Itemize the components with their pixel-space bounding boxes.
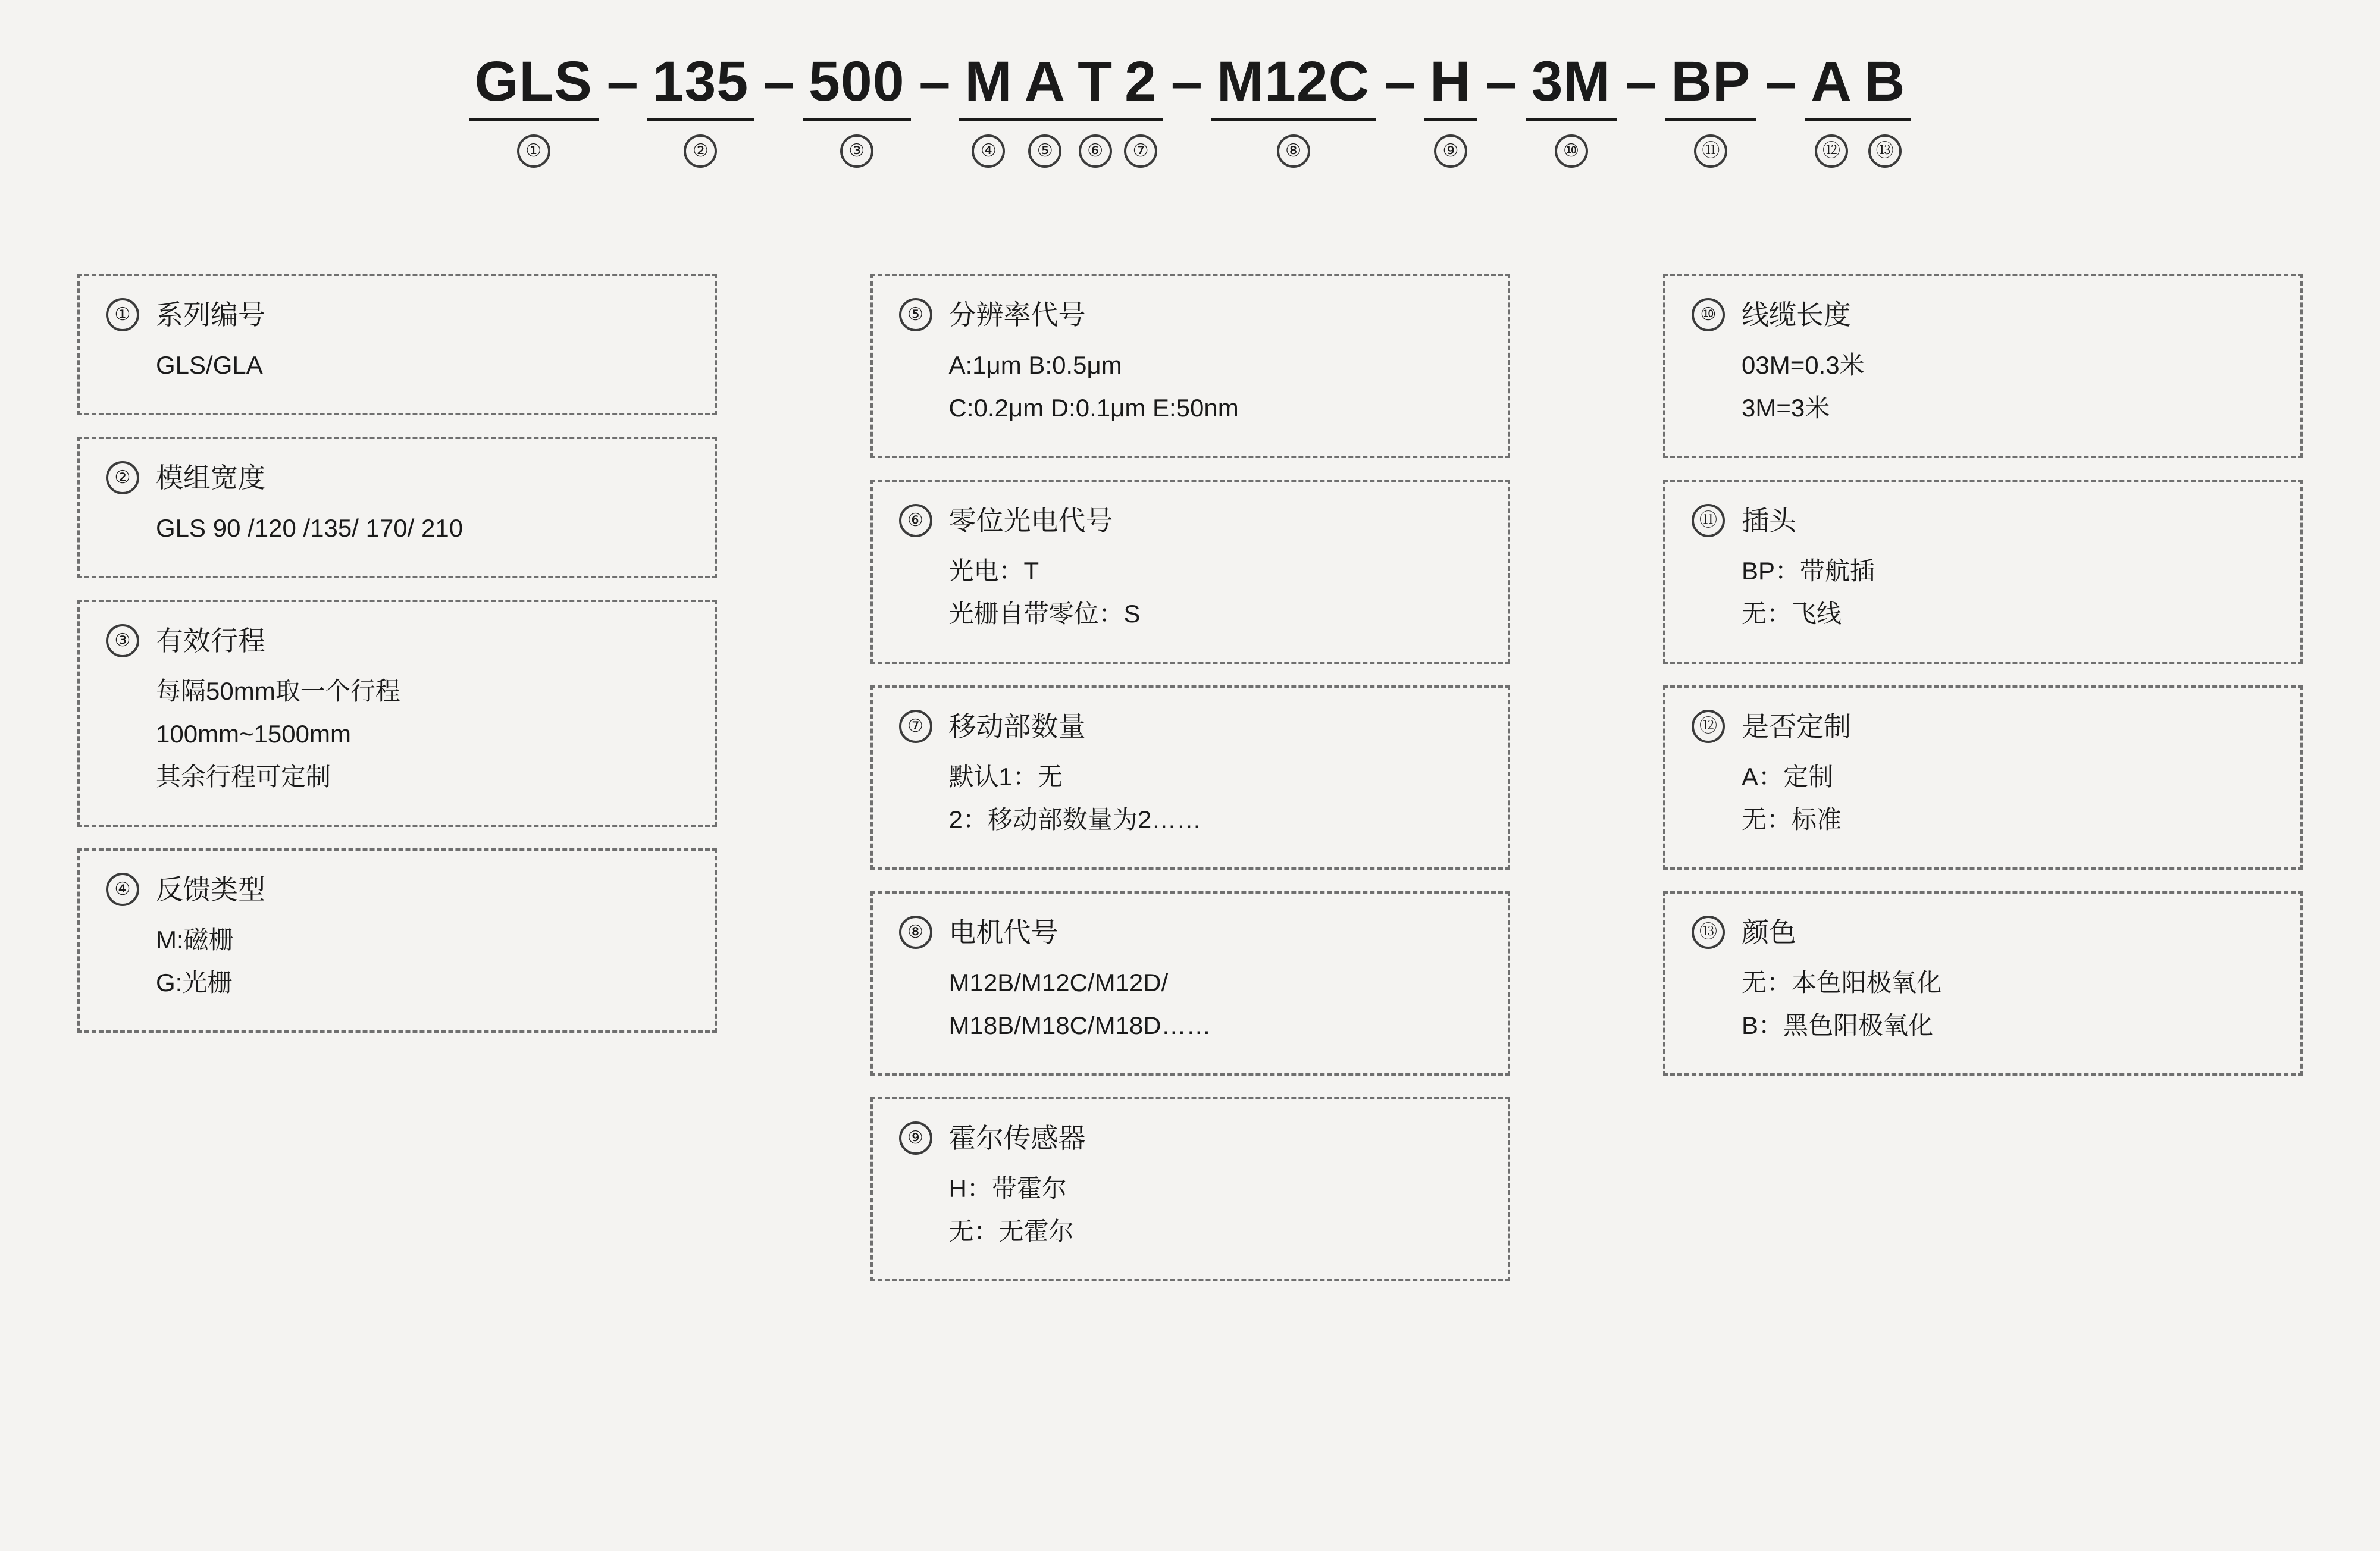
legend-card (1663, 274, 2303, 458)
code-index-badge-6: ⑥ (1079, 134, 1112, 168)
legend-column-1 (77, 274, 717, 1054)
legend-card-title: 插头 (1742, 505, 1796, 536)
code-separator-dash: – (606, 50, 638, 113)
legend-card (77, 600, 717, 827)
legend-column-3 (1663, 274, 2303, 1097)
code-segment-underline (1072, 118, 1119, 121)
legend-card-line: C:0.2μm D:0.1μm E:50nm (948, 394, 1239, 422)
code-segment-text: H (1430, 50, 1471, 113)
code-separator-dash: – (919, 50, 951, 113)
legend-card-lines (899, 1167, 1482, 1253)
legend-card-title: 移动部数量 (948, 711, 1086, 742)
legend-index-badge: ③ (106, 624, 139, 657)
code-segment-text: M12C (1216, 50, 1370, 113)
legend-card-line: A：定制 (1742, 763, 1834, 791)
legend-card-lines (106, 507, 688, 550)
code-segment-6 (1072, 48, 1119, 168)
legend-card (870, 1097, 1510, 1281)
legend-card-head (1692, 915, 2274, 950)
code-index-badge-2: ② (684, 134, 717, 168)
code-index-badge-3: ③ (840, 134, 873, 168)
code-separator-dash: – (1765, 50, 1797, 113)
legend-card-head (1692, 503, 2274, 538)
legend-card-line: BP：带航插 (1742, 557, 1875, 585)
code-segment-11 (1665, 48, 1756, 168)
code-index-badge-9: ⑨ (1434, 134, 1467, 168)
legend-index-badge: ⑦ (899, 710, 932, 743)
code-separator-dash: – (1384, 50, 1416, 113)
legend-card-line: 03M=0.3米 (1742, 351, 1865, 379)
legend-card-line: 无：标准 (1742, 806, 1842, 834)
legend-card-lines (1692, 756, 2274, 841)
legend-card-head (899, 709, 1482, 744)
code-segment-underline (959, 118, 1018, 121)
legend-card-line: GLS 90 /120 /135/ 170/ 210 (156, 514, 464, 542)
legend-card-head (106, 623, 688, 658)
legend-card-head (106, 460, 688, 495)
legend-card-title: 颜色 (1742, 917, 1796, 948)
code-separator-dash: – (1171, 50, 1202, 113)
legend-card-lines (1692, 344, 2274, 430)
legend-column-2 (870, 274, 1510, 1303)
legend-card (870, 891, 1510, 1076)
legend-card (77, 274, 717, 415)
legend-card-line: 默认1：无 (948, 763, 1063, 791)
legend-index-badge: ⑬ (1692, 916, 1725, 949)
legend-card-line: 光电：T (948, 557, 1039, 585)
code-index-badge-7: ⑦ (1124, 134, 1157, 168)
legend-card-title: 系列编号 (156, 299, 265, 330)
legend-card-line: 无：无霍尔 (948, 1217, 1074, 1245)
legend-card-line: 3M=3米 (1742, 394, 1830, 422)
legend-card-title: 模组宽度 (156, 462, 265, 493)
legend-index-badge: ⑤ (899, 298, 932, 331)
legend-card-line: GLS/GLA (156, 351, 263, 379)
legend-card-head (1692, 709, 2274, 744)
legend-card-title: 电机代号 (948, 917, 1059, 948)
product-code-row (0, 48, 2380, 168)
code-separator-dash: – (763, 50, 795, 113)
code-index-badge-11: ⑪ (1694, 134, 1727, 168)
legend-card-line: 无：本色阳极氧化 (1742, 969, 1942, 997)
code-segment-underline (803, 118, 911, 121)
legend-card (77, 437, 717, 578)
code-segment-8 (1211, 48, 1376, 168)
code-segment-text: A (1024, 50, 1066, 113)
legend-card-lines (899, 550, 1482, 635)
code-segment-underline (469, 118, 599, 121)
legend-card (1663, 480, 2303, 664)
legend-card-line: B：黑色阳极氧化 (1742, 1011, 1934, 1039)
legend-card-line: 光栅自带零位：S (948, 600, 1141, 628)
legend-card-title: 霍尔传感器 (948, 1123, 1086, 1154)
legend-card-lines (1692, 961, 2274, 1047)
code-segment-text: 500 (809, 50, 905, 113)
legend-index-badge: ⑨ (899, 1121, 932, 1155)
legend-card-title: 线缆长度 (1742, 299, 1851, 330)
legend-card-lines (899, 756, 1482, 841)
code-segment-3 (803, 48, 911, 168)
legend-card-line: 其余行程可定制 (156, 763, 331, 791)
code-separator-dash: – (1485, 50, 1517, 113)
code-segment-underline (1424, 118, 1477, 121)
legend-card-title: 反馈类型 (156, 874, 265, 905)
code-segment-underline (1211, 118, 1376, 121)
legend-card-head (899, 297, 1482, 332)
legend-index-badge: ① (106, 298, 139, 331)
code-segment-text: T (1078, 50, 1113, 113)
legend-card-lines (899, 961, 1482, 1047)
legend-card-lines (106, 919, 688, 1004)
code-segment-7 (1119, 48, 1163, 168)
legend-card-line: 2：移动部数量为2…… (948, 806, 1202, 834)
legend-card-line: A:1μm B:0.5μm (948, 351, 1122, 379)
code-segment-4 (959, 48, 1018, 168)
code-segment-underline (1019, 118, 1072, 121)
legend-card (1663, 891, 2303, 1076)
legend-card-line: H：带霍尔 (948, 1174, 1067, 1202)
code-segment-1 (469, 48, 599, 168)
code-segment-12 (1805, 48, 1858, 168)
legend-index-badge: ⑩ (1692, 298, 1725, 331)
legend-card-line: M:磁栅 (156, 926, 234, 954)
legend-card-line: 每隔50mm取一个行程 (156, 677, 400, 705)
legend-card-head (899, 1121, 1482, 1155)
legend-index-badge: ⑥ (899, 504, 932, 537)
legend-card-lines (1692, 550, 2274, 635)
code-index-badge-4: ④ (972, 134, 1005, 168)
legend-card-lines (106, 344, 688, 387)
code-segment-text: GLS (474, 50, 593, 113)
code-index-badge-13: ⑬ (1868, 134, 1902, 168)
legend-card-head (899, 915, 1482, 950)
legend-card-title: 有效行程 (156, 625, 265, 656)
code-segment-underline (1858, 118, 1912, 121)
legend-index-badge: ④ (106, 873, 139, 906)
code-segment-text: 2 (1125, 50, 1157, 113)
legend-card (870, 685, 1510, 870)
legend-card (870, 480, 1510, 664)
code-segment-text: 135 (652, 50, 749, 113)
legend-index-badge: ⑫ (1692, 710, 1725, 743)
legend-card-line: M18B/M18C/M18D…… (948, 1011, 1211, 1039)
code-segment-underline (1805, 118, 1858, 121)
code-segment-2 (647, 48, 755, 168)
legend-card-line: 100mm~1500mm (156, 720, 351, 748)
legend-card-lines (106, 670, 688, 798)
legend-index-badge: ⑧ (899, 916, 932, 949)
legend-card-lines (899, 344, 1482, 430)
legend-card-head (899, 503, 1482, 538)
code-segment-9 (1424, 48, 1477, 168)
code-segment-text: M (964, 50, 1013, 113)
legend-card-title: 是否定制 (1742, 711, 1851, 742)
legend-columns (77, 274, 2303, 1303)
legend-card-line: G:光栅 (156, 969, 233, 997)
legend-card-title: 零位光电代号 (948, 505, 1113, 536)
code-separator-dash: – (1625, 50, 1657, 113)
legend-card-head (106, 297, 688, 332)
code-segment-underline (647, 118, 755, 121)
code-index-badge-10: ⑩ (1555, 134, 1588, 168)
code-segment-5 (1019, 48, 1072, 168)
legend-index-badge: ② (106, 461, 139, 494)
legend-card-line: M12B/M12C/M12D/ (948, 969, 1169, 997)
code-segment-13 (1858, 48, 1912, 168)
legend-card (1663, 685, 2303, 870)
legend-card-head (106, 872, 688, 907)
legend-card-head (1692, 297, 2274, 332)
legend-card-line: 无：飞线 (1742, 600, 1842, 628)
legend-card (870, 274, 1510, 458)
code-segment-underline (1526, 118, 1617, 121)
code-segment-10 (1526, 48, 1617, 168)
code-segment-underline (1665, 118, 1756, 121)
code-segment-underline (1119, 118, 1163, 121)
legend-card-title: 分辨率代号 (948, 299, 1086, 330)
code-index-badge-5: ⑤ (1028, 134, 1061, 168)
code-segment-text: 3M (1531, 50, 1611, 113)
legend-card (77, 848, 717, 1033)
code-index-badge-8: ⑧ (1277, 134, 1310, 168)
code-index-badge-1: ① (517, 134, 550, 168)
code-index-badge-12: ⑫ (1815, 134, 1848, 168)
code-segment-text: BP (1671, 50, 1751, 113)
code-segment-text: A (1811, 50, 1852, 113)
legend-index-badge: ⑪ (1692, 504, 1725, 537)
code-segment-text: B (1864, 50, 1906, 113)
